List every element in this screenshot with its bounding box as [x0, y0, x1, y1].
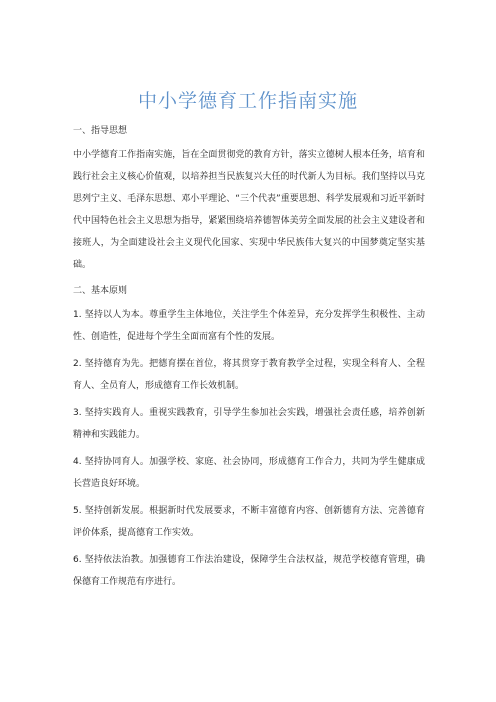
page-title: 中小学德育工作指南实施 — [137, 90, 358, 112]
principle-item: 1. 坚持以人为本。尊重学生主体地位，关注学生个体差异，充分发挥学生积极性、主动性、创造性，促进每个学生全面而富有个性的发展。 — [73, 310, 425, 342]
principle-item: 2. 坚持德育为先。把德育摆在首位，将其贯穿于教育教学全过程，实现全科育人、全程育人、全员育人，形成德育工作长效机制。 — [73, 359, 425, 391]
principle-item: 5. 坚持创新发展。根据新时代发展要求，不断丰富德育内容、创新德育方法、完善德育评价体系，提高德育工作实效。 — [73, 506, 425, 538]
section-heading: 一、指导思想 — [73, 126, 128, 136]
section-heading: 二、基本原则 — [73, 286, 128, 296]
document-body — [73, 124, 425, 598]
principle-item: 3. 坚持实践育人。重视实践教育，引导学生参加社会实践，增强社会责任感，培养创新精神和实践能力。 — [73, 408, 425, 440]
principle-item: 6. 坚持依法治教。加强德育工作法治建设，保障学生合法权益，规范学校德育管理，确保德育工作规范有序进行。 — [73, 555, 425, 587]
principle-item: 4. 坚持协同育人。加强学校、家庭、社会协同，形成德育工作合力，共同为学生健康成长营造良好环境。 — [73, 457, 425, 489]
paragraph: 中小学德育工作指南实施，旨在全面贯彻党的教育方针，落实立德树人根本任务，培育和践行社会主义核心价值观，以培养担当民族复兴大任的时代新人为目标。我们坚持以马克思列宁主义、毛泽东思想、邓小平理论、“三个代表”重要思想、科学发展观和习近平新时代中国特色社会主义思想为指导，紧紧围绕培养德智体美劳全面发展的社会主义建设者和接班人，为全面建设社会主义现代化国家、实现中华民族伟大复兴的中国梦奠定坚实基础。 — [73, 150, 425, 270]
